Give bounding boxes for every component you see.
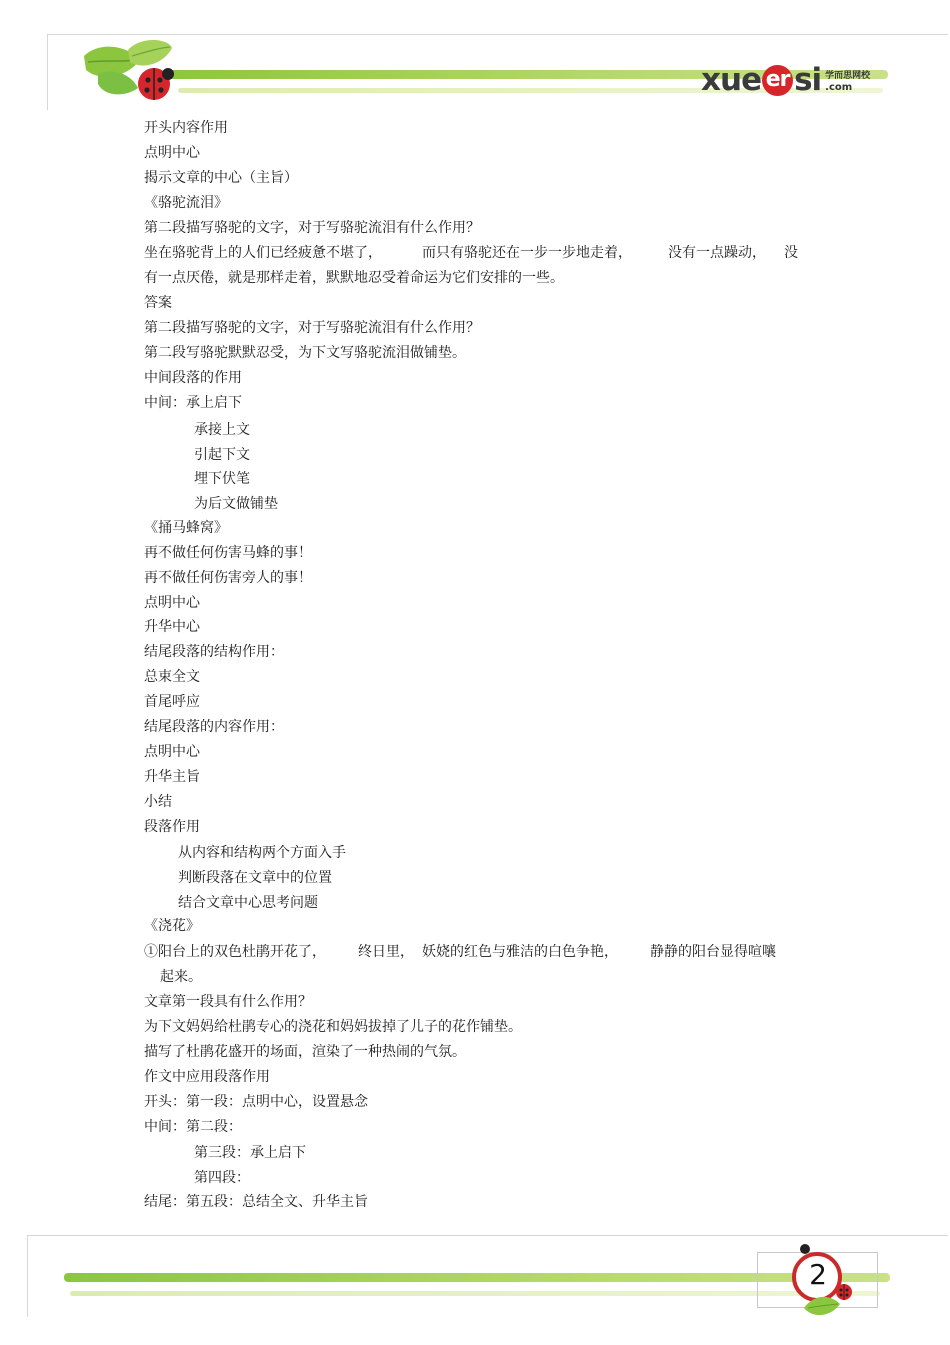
text-line <box>144 244 798 262</box>
text-line: 文章第一段具有什么作用？ <box>144 994 312 1010</box>
text-line: 总束全文 <box>144 669 200 685</box>
text-line: 结尾：第五段：总结全文、升华主旨 <box>144 1194 368 1210</box>
text-segment: 没 <box>784 245 798 261</box>
text-line: 《浇花》 <box>144 918 200 934</box>
text-line: 中间：第二段： <box>144 1119 242 1135</box>
text-line: 结合文章中心思考问题 <box>178 895 318 911</box>
text-line: 《捅马蜂窝》 <box>144 520 228 536</box>
text-line: 点明中心 <box>144 595 200 611</box>
text-line: 起来。 <box>160 969 202 985</box>
text-segment: 没有一点躁动， <box>668 245 766 261</box>
header-border-top <box>48 34 948 35</box>
text-line: 判断段落在文章中的位置 <box>178 870 332 886</box>
text-line: 开头内容作用 <box>144 120 228 136</box>
text-line: 第二段写骆驼默默忍受，为下文写骆驼流泪做铺垫。 <box>144 345 466 361</box>
logo-text-xue: xue <box>701 62 762 98</box>
text-line: 结尾段落的内容作用： <box>144 719 284 735</box>
leaf-ladybug-icon <box>78 38 188 108</box>
text-line: 中间段落的作用 <box>144 370 242 386</box>
text-line: 中间：承上启下 <box>144 395 242 411</box>
text-line: 第二段描写骆驼的文字，对于写骆驼流泪有什么作用？ <box>144 220 480 236</box>
text-segment: 静静的阳台显得喧嚷 <box>650 944 776 960</box>
logo-com-text: .com <box>825 82 853 93</box>
ladybug-icon <box>800 1280 860 1320</box>
text-line: 点明中心 <box>144 145 200 161</box>
text-line: 答案 <box>144 295 172 311</box>
text-line: 小结 <box>144 794 172 810</box>
header-border-left <box>47 34 48 110</box>
logo-cn-text: 学而思网校 <box>825 71 871 81</box>
text-line: 为后文做铺垫 <box>194 496 278 512</box>
text-line: 升华主旨 <box>144 769 200 785</box>
text-line: 再不做任何伤害旁人的事！ <box>144 570 312 586</box>
logo-cn-block <box>825 71 870 93</box>
text-segment: ①阳台上的双色杜鹃开花了， <box>144 944 326 960</box>
text-line: 开头：第一段：点明中心，设置悬念 <box>144 1094 368 1110</box>
text-segment: 坐在骆驼背上的人们已经疲惫不堪了， <box>144 245 382 261</box>
text-line: 承接上文 <box>194 422 250 438</box>
text-line: 有一点厌倦，就是那样走着，默默地忍受着命运为它们安排的一些。 <box>144 270 564 286</box>
text-line: 首尾呼应 <box>144 694 200 710</box>
small-ladybug-icon <box>798 1242 812 1256</box>
text-line: 《骆驼流泪》 <box>144 195 228 211</box>
page-footer <box>0 1230 950 1345</box>
text-line: 再不做任何伤害马蜂的事！ <box>144 545 312 561</box>
text-line: 描写了杜鹃花盛开的场面，渲染了一种热闹的气氛。 <box>144 1044 466 1060</box>
text-line: 第二段描写骆驼的文字，对于写骆驼流泪有什么作用？ <box>144 320 480 336</box>
page-number: 2 <box>809 1258 827 1291</box>
logo-text-er: er <box>762 65 793 96</box>
text-line: 为下文妈妈给杜鹃专心的浇花和妈妈拔掉了儿子的花作铺垫。 <box>144 1019 522 1035</box>
footer-border-left <box>27 1235 28 1317</box>
text-line: 结尾段落的结构作用： <box>144 644 284 660</box>
text-line: 第四段： <box>194 1170 250 1186</box>
text-line: 从内容和结构两个方面入手 <box>178 845 346 861</box>
text-segment: 妖娆的红色与雅洁的白色争艳， <box>422 944 618 960</box>
text-line: 点明中心 <box>144 744 200 760</box>
logo-text-si: si <box>794 62 822 98</box>
text-line <box>144 943 776 961</box>
text-segment: 而只有骆驼还在一步一步地走着， <box>422 245 632 261</box>
text-segment: 终日里， <box>358 944 414 960</box>
text-line: 段落作用 <box>144 819 200 835</box>
text-line: 作文中应用段落作用 <box>144 1069 270 1085</box>
xueersi-logo <box>701 60 870 96</box>
text-line: 揭示文章的中心（主旨） <box>144 170 298 186</box>
text-line: 第三段：承上启下 <box>194 1145 306 1161</box>
text-line: 埋下伏笔 <box>194 471 250 487</box>
text-line: 引起下文 <box>194 447 250 463</box>
footer-border-top <box>28 1235 948 1236</box>
page-header <box>0 0 950 120</box>
text-line: 升华中心 <box>144 619 200 635</box>
